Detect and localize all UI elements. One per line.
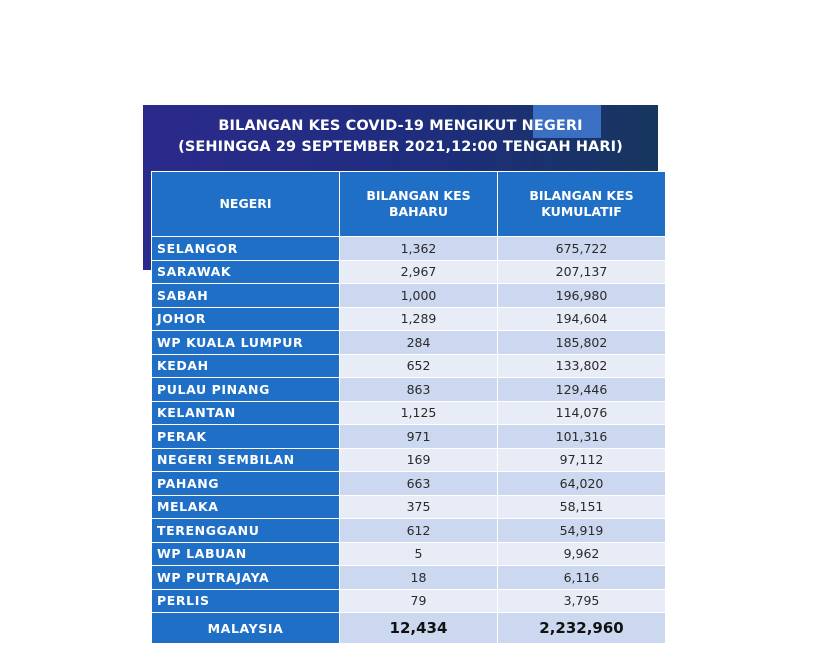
- total-kes-kumulatif: 2,232,960: [498, 613, 666, 644]
- kes-kumulatif-cell: 6,116: [498, 566, 666, 590]
- state-cell: WP PUTRAJAYA: [152, 566, 340, 590]
- kes-baharu-cell: 663: [340, 472, 498, 496]
- state-cell: SABAH: [152, 284, 340, 308]
- kes-kumulatif-cell: 194,604: [498, 307, 666, 331]
- kes-baharu-cell: 652: [340, 354, 498, 378]
- covid-cases-table: [151, 171, 666, 644]
- table-row: [152, 589, 666, 613]
- state-cell: WP LABUAN: [152, 542, 340, 566]
- table-row: [152, 354, 666, 378]
- header-kes-kumulatif: BILANGAN KES KUMULATIF: [498, 172, 666, 237]
- kes-baharu-cell: 1,362: [340, 237, 498, 261]
- table-row: [152, 401, 666, 425]
- kes-kumulatif-cell: 196,980: [498, 284, 666, 308]
- kes-kumulatif-cell: 207,137: [498, 260, 666, 284]
- kes-kumulatif-cell: 58,151: [498, 495, 666, 519]
- kes-baharu-cell: 18: [340, 566, 498, 590]
- kes-kumulatif-cell: 97,112: [498, 448, 666, 472]
- title-line-2: (SEHINGGA 29 SEPTEMBER 2021,12:00 TENGAH HARI): [178, 139, 623, 155]
- total-row: [152, 613, 666, 644]
- kes-baharu-cell: 1,125: [340, 401, 498, 425]
- state-cell: JOHOR: [152, 307, 340, 331]
- table-row: [152, 448, 666, 472]
- table-row: [152, 260, 666, 284]
- state-cell: TERENGGANU: [152, 519, 340, 543]
- kes-kumulatif-cell: 185,802: [498, 331, 666, 355]
- state-cell: SELANGOR: [152, 237, 340, 261]
- state-cell: WP KUALA LUMPUR: [152, 331, 340, 355]
- table-title: [143, 116, 658, 158]
- kes-baharu-cell: 863: [340, 378, 498, 402]
- table-body: [152, 237, 666, 613]
- state-cell: PAHANG: [152, 472, 340, 496]
- table-row: [152, 425, 666, 449]
- table-row: [152, 566, 666, 590]
- state-cell: MELAKA: [152, 495, 340, 519]
- table-row: [152, 495, 666, 519]
- kes-kumulatif-cell: 3,795: [498, 589, 666, 613]
- state-cell: NEGERI SEMBILAN: [152, 448, 340, 472]
- kes-baharu-cell: 971: [340, 425, 498, 449]
- header-negeri: NEGERI: [152, 172, 340, 237]
- kes-baharu-cell: 1,000: [340, 284, 498, 308]
- kes-kumulatif-cell: 54,919: [498, 519, 666, 543]
- kes-kumulatif-cell: 101,316: [498, 425, 666, 449]
- table-row: [152, 237, 666, 261]
- state-cell: KEDAH: [152, 354, 340, 378]
- kes-kumulatif-cell: 133,802: [498, 354, 666, 378]
- kes-baharu-cell: 79: [340, 589, 498, 613]
- state-cell: PERAK: [152, 425, 340, 449]
- header-kes-baharu: BILANGAN KES BAHARU: [340, 172, 498, 237]
- kes-kumulatif-cell: 114,076: [498, 401, 666, 425]
- total-kes-baharu: 12,434: [340, 613, 498, 644]
- table-header-row: [152, 172, 666, 237]
- kes-baharu-cell: 2,967: [340, 260, 498, 284]
- state-cell: PULAU PINANG: [152, 378, 340, 402]
- table-row: [152, 472, 666, 496]
- kes-kumulatif-cell: 129,446: [498, 378, 666, 402]
- kes-baharu-cell: 169: [340, 448, 498, 472]
- kes-kumulatif-cell: 64,020: [498, 472, 666, 496]
- table-row: [152, 519, 666, 543]
- kes-kumulatif-cell: 675,722: [498, 237, 666, 261]
- state-cell: KELANTAN: [152, 401, 340, 425]
- table-row: [152, 307, 666, 331]
- state-cell: PERLIS: [152, 589, 340, 613]
- kes-baharu-cell: 284: [340, 331, 498, 355]
- table-row: [152, 284, 666, 308]
- kes-baharu-cell: 1,289: [340, 307, 498, 331]
- table-row: [152, 378, 666, 402]
- table-row: [152, 542, 666, 566]
- kes-baharu-cell: 375: [340, 495, 498, 519]
- table-row: [152, 331, 666, 355]
- kes-kumulatif-cell: 9,962: [498, 542, 666, 566]
- state-cell: SARAWAK: [152, 260, 340, 284]
- total-label: MALAYSIA: [152, 613, 340, 644]
- title-line-1: BILANGAN KES COVID-19 MENGIKUT NEGERI: [218, 118, 583, 134]
- kes-baharu-cell: 612: [340, 519, 498, 543]
- kes-baharu-cell: 5: [340, 542, 498, 566]
